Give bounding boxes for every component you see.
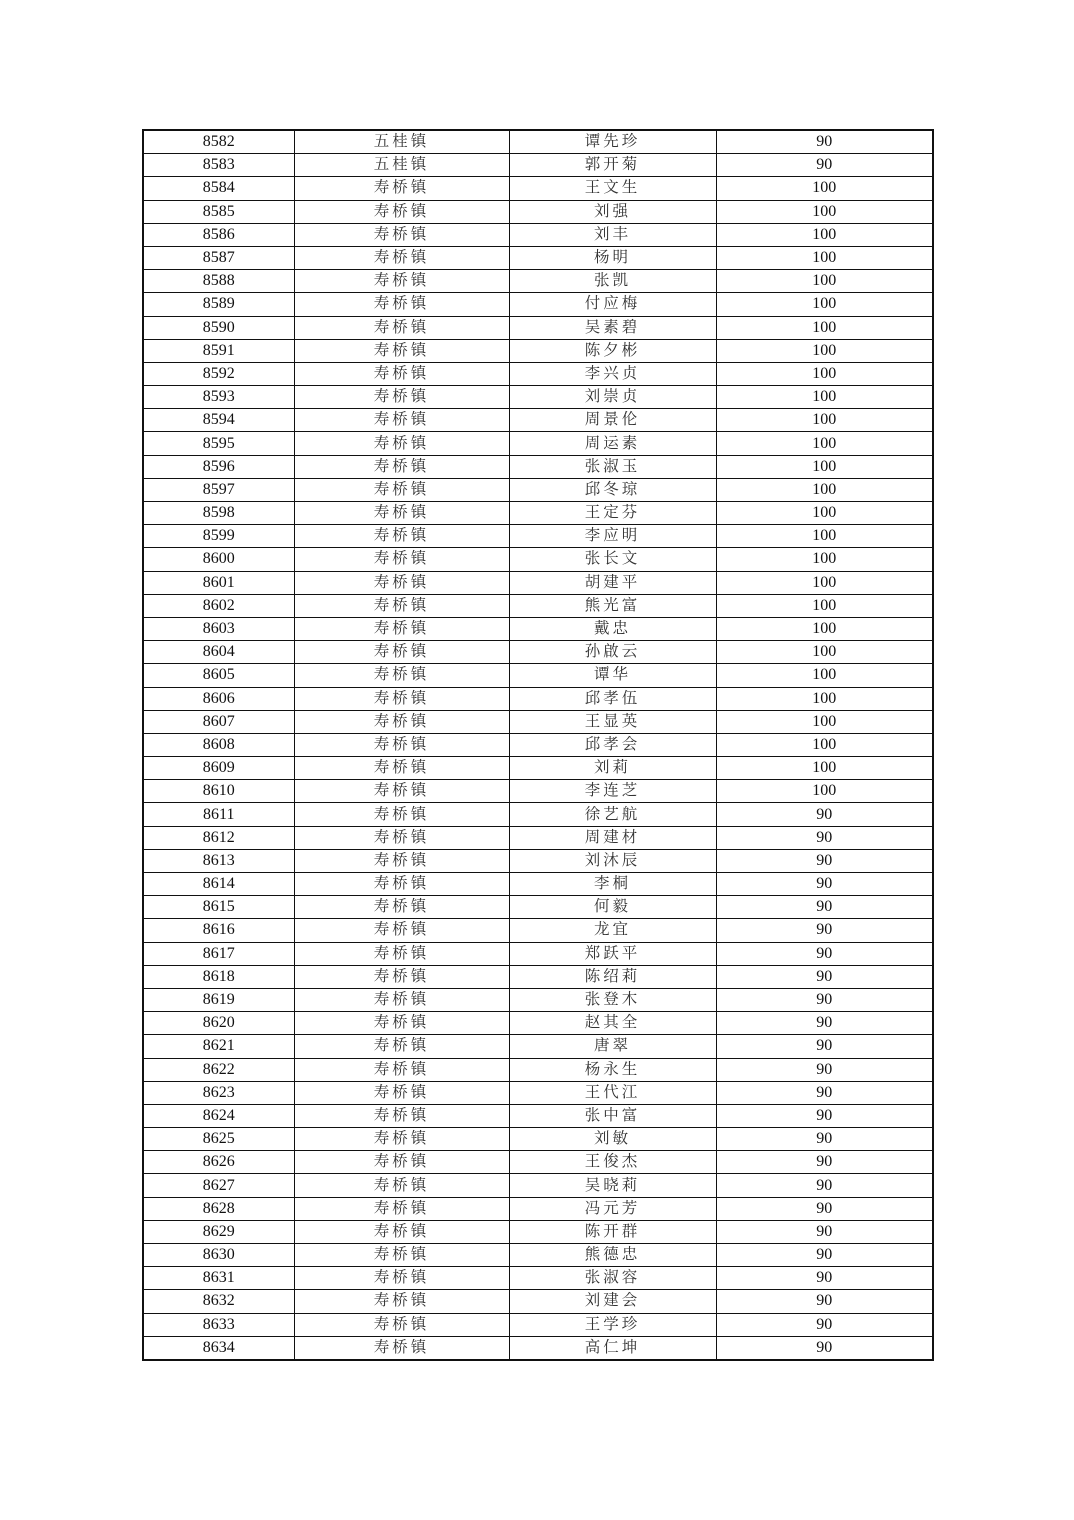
score-cell: 100 [716, 664, 933, 687]
table-row [143, 757, 933, 780]
score-cell: 90 [716, 1174, 933, 1197]
table-row [143, 409, 933, 432]
row-number-cell: 8596 [143, 455, 294, 478]
row-number-cell: 8617 [143, 942, 294, 965]
score-cell: 90 [716, 154, 933, 177]
table-row [143, 896, 933, 919]
table-row [143, 780, 933, 803]
town-cell: 寿桥镇 [294, 1267, 509, 1290]
row-number-cell: 8598 [143, 502, 294, 525]
row-number-cell: 8599 [143, 525, 294, 548]
table-row [143, 849, 933, 872]
row-number-cell: 8628 [143, 1197, 294, 1220]
name-cell: 邱孝伍 [509, 687, 716, 710]
table-row [143, 1058, 933, 1081]
name-cell: 谭先珍 [509, 130, 716, 154]
row-number-cell: 8632 [143, 1290, 294, 1313]
data-table [142, 129, 934, 1361]
name-cell: 周建材 [509, 826, 716, 849]
name-cell: 何毅 [509, 896, 716, 919]
table-row [143, 1197, 933, 1220]
name-cell: 徐艺航 [509, 803, 716, 826]
name-cell: 李应明 [509, 525, 716, 548]
town-cell: 寿桥镇 [294, 1035, 509, 1058]
score-cell: 100 [716, 478, 933, 501]
town-cell: 寿桥镇 [294, 246, 509, 269]
table-row [143, 942, 933, 965]
score-cell: 100 [716, 733, 933, 756]
town-cell: 五桂镇 [294, 154, 509, 177]
name-cell: 王代江 [509, 1081, 716, 1104]
town-cell: 寿桥镇 [294, 1244, 509, 1267]
row-number-cell: 8593 [143, 386, 294, 409]
row-number-cell: 8614 [143, 873, 294, 896]
name-cell: 刘丰 [509, 223, 716, 246]
table-row [143, 826, 933, 849]
row-number-cell: 8611 [143, 803, 294, 826]
row-number-cell: 8586 [143, 223, 294, 246]
name-cell: 张中富 [509, 1104, 716, 1127]
name-cell: 吴素碧 [509, 316, 716, 339]
score-cell: 100 [716, 687, 933, 710]
town-cell: 寿桥镇 [294, 362, 509, 385]
name-cell: 龙宜 [509, 919, 716, 942]
town-cell: 寿桥镇 [294, 1081, 509, 1104]
table-row [143, 1336, 933, 1360]
score-cell: 100 [716, 409, 933, 432]
table-row [143, 641, 933, 664]
score-cell: 90 [716, 942, 933, 965]
name-cell: 王定芬 [509, 502, 716, 525]
table-body [143, 130, 933, 1360]
town-cell: 寿桥镇 [294, 478, 509, 501]
town-cell: 五桂镇 [294, 130, 509, 154]
table-row [143, 502, 933, 525]
row-number-cell: 8622 [143, 1058, 294, 1081]
table-row [143, 455, 933, 478]
town-cell: 寿桥镇 [294, 919, 509, 942]
name-cell: 张登木 [509, 988, 716, 1011]
score-cell: 100 [716, 432, 933, 455]
score-cell: 90 [716, 1197, 933, 1220]
score-cell: 100 [716, 270, 933, 293]
row-number-cell: 8588 [143, 270, 294, 293]
table-row [143, 803, 933, 826]
row-number-cell: 8608 [143, 733, 294, 756]
row-number-cell: 8616 [143, 919, 294, 942]
row-number-cell: 8626 [143, 1151, 294, 1174]
town-cell: 寿桥镇 [294, 1058, 509, 1081]
table-row [143, 710, 933, 733]
score-cell: 90 [716, 919, 933, 942]
row-number-cell: 8631 [143, 1267, 294, 1290]
score-cell: 90 [716, 896, 933, 919]
table-row [143, 200, 933, 223]
town-cell: 寿桥镇 [294, 571, 509, 594]
score-cell: 90 [716, 1012, 933, 1035]
name-cell: 戴忠 [509, 617, 716, 640]
name-cell: 周运素 [509, 432, 716, 455]
row-number-cell: 8590 [143, 316, 294, 339]
name-cell: 周景伦 [509, 409, 716, 432]
table-row [143, 594, 933, 617]
row-number-cell: 8629 [143, 1220, 294, 1243]
score-cell: 100 [716, 246, 933, 269]
name-cell: 郭开菊 [509, 154, 716, 177]
score-cell: 100 [716, 757, 933, 780]
town-cell: 寿桥镇 [294, 710, 509, 733]
table-row [143, 1081, 933, 1104]
name-cell: 谭华 [509, 664, 716, 687]
row-number-cell: 8594 [143, 409, 294, 432]
row-number-cell: 8587 [143, 246, 294, 269]
name-cell: 孙啟云 [509, 641, 716, 664]
table-row [143, 1244, 933, 1267]
town-cell: 寿桥镇 [294, 826, 509, 849]
score-cell: 100 [716, 339, 933, 362]
table-row [143, 1035, 933, 1058]
table-row [143, 246, 933, 269]
town-cell: 寿桥镇 [294, 988, 509, 1011]
row-number-cell: 8627 [143, 1174, 294, 1197]
table-row [143, 733, 933, 756]
score-cell: 90 [716, 826, 933, 849]
town-cell: 寿桥镇 [294, 1336, 509, 1360]
name-cell: 熊德忠 [509, 1244, 716, 1267]
score-cell: 100 [716, 316, 933, 339]
table-row [143, 664, 933, 687]
name-cell: 吴晓莉 [509, 1174, 716, 1197]
score-cell: 100 [716, 177, 933, 200]
town-cell: 寿桥镇 [294, 803, 509, 826]
town-cell: 寿桥镇 [294, 617, 509, 640]
name-cell: 王俊杰 [509, 1151, 716, 1174]
table-row [143, 965, 933, 988]
name-cell: 陈开群 [509, 1220, 716, 1243]
score-cell: 100 [716, 293, 933, 316]
table-row [143, 1220, 933, 1243]
row-number-cell: 8582 [143, 130, 294, 154]
town-cell: 寿桥镇 [294, 1290, 509, 1313]
name-cell: 杨明 [509, 246, 716, 269]
town-cell: 寿桥镇 [294, 200, 509, 223]
row-number-cell: 8605 [143, 664, 294, 687]
name-cell: 刘莉 [509, 757, 716, 780]
table-row [143, 1128, 933, 1151]
table-row [143, 270, 933, 293]
score-cell: 90 [716, 1104, 933, 1127]
score-cell: 90 [716, 1244, 933, 1267]
table-row [143, 1012, 933, 1035]
score-cell: 100 [716, 710, 933, 733]
row-number-cell: 8609 [143, 757, 294, 780]
table-row [143, 223, 933, 246]
name-cell: 陈夕彬 [509, 339, 716, 362]
town-cell: 寿桥镇 [294, 733, 509, 756]
town-cell: 寿桥镇 [294, 664, 509, 687]
town-cell: 寿桥镇 [294, 896, 509, 919]
row-number-cell: 8619 [143, 988, 294, 1011]
table-row [143, 478, 933, 501]
name-cell: 唐翠 [509, 1035, 716, 1058]
score-cell: 90 [716, 1313, 933, 1336]
town-cell: 寿桥镇 [294, 594, 509, 617]
name-cell: 刘建会 [509, 1290, 716, 1313]
name-cell: 刘沐辰 [509, 849, 716, 872]
score-cell: 100 [716, 548, 933, 571]
town-cell: 寿桥镇 [294, 780, 509, 803]
table-row [143, 1290, 933, 1313]
score-cell: 90 [716, 873, 933, 896]
score-cell: 90 [716, 1267, 933, 1290]
name-cell: 李桐 [509, 873, 716, 896]
row-number-cell: 8606 [143, 687, 294, 710]
name-cell: 张淑玉 [509, 455, 716, 478]
score-cell: 100 [716, 502, 933, 525]
name-cell: 王显英 [509, 710, 716, 733]
row-number-cell: 8612 [143, 826, 294, 849]
score-cell: 90 [716, 988, 933, 1011]
table-row [143, 571, 933, 594]
score-cell: 100 [716, 780, 933, 803]
row-number-cell: 8613 [143, 849, 294, 872]
town-cell: 寿桥镇 [294, 177, 509, 200]
name-cell: 刘强 [509, 200, 716, 223]
table-row [143, 339, 933, 362]
row-number-cell: 8597 [143, 478, 294, 501]
row-number-cell: 8602 [143, 594, 294, 617]
name-cell: 付应梅 [509, 293, 716, 316]
name-cell: 王学珍 [509, 1313, 716, 1336]
name-cell: 刘崇贞 [509, 386, 716, 409]
score-cell: 100 [716, 386, 933, 409]
score-cell: 90 [716, 1290, 933, 1313]
row-number-cell: 8583 [143, 154, 294, 177]
score-cell: 100 [716, 641, 933, 664]
score-cell: 90 [716, 965, 933, 988]
town-cell: 寿桥镇 [294, 316, 509, 339]
town-cell: 寿桥镇 [294, 849, 509, 872]
name-cell: 郑跃平 [509, 942, 716, 965]
table-row [143, 988, 933, 1011]
row-number-cell: 8625 [143, 1128, 294, 1151]
score-cell: 100 [716, 455, 933, 478]
table-row [143, 293, 933, 316]
table-row [143, 130, 933, 154]
name-cell: 王文生 [509, 177, 716, 200]
table-row [143, 687, 933, 710]
town-cell: 寿桥镇 [294, 641, 509, 664]
town-cell: 寿桥镇 [294, 223, 509, 246]
name-cell: 陈绍莉 [509, 965, 716, 988]
name-cell: 熊光富 [509, 594, 716, 617]
town-cell: 寿桥镇 [294, 432, 509, 455]
table-row [143, 362, 933, 385]
row-number-cell: 8604 [143, 641, 294, 664]
score-cell: 100 [716, 525, 933, 548]
row-number-cell: 8607 [143, 710, 294, 733]
row-number-cell: 8600 [143, 548, 294, 571]
row-number-cell: 8623 [143, 1081, 294, 1104]
name-cell: 赵其全 [509, 1012, 716, 1035]
town-cell: 寿桥镇 [294, 1151, 509, 1174]
name-cell: 张凯 [509, 270, 716, 293]
row-number-cell: 8603 [143, 617, 294, 640]
town-cell: 寿桥镇 [294, 1104, 509, 1127]
row-number-cell: 8615 [143, 896, 294, 919]
row-number-cell: 8630 [143, 1244, 294, 1267]
town-cell: 寿桥镇 [294, 502, 509, 525]
table-row [143, 525, 933, 548]
table-row [143, 1313, 933, 1336]
town-cell: 寿桥镇 [294, 942, 509, 965]
score-cell: 90 [716, 803, 933, 826]
table-row [143, 386, 933, 409]
town-cell: 寿桥镇 [294, 339, 509, 362]
name-cell: 冯元芳 [509, 1197, 716, 1220]
score-cell: 100 [716, 200, 933, 223]
row-number-cell: 8610 [143, 780, 294, 803]
name-cell: 杨永生 [509, 1058, 716, 1081]
row-number-cell: 8633 [143, 1313, 294, 1336]
name-cell: 高仁坤 [509, 1336, 716, 1360]
table-row [143, 873, 933, 896]
row-number-cell: 8585 [143, 200, 294, 223]
table-row [143, 617, 933, 640]
row-number-cell: 8591 [143, 339, 294, 362]
table-row [143, 548, 933, 571]
table-row [143, 1174, 933, 1197]
table-row [143, 432, 933, 455]
row-number-cell: 8592 [143, 362, 294, 385]
name-cell: 刘敏 [509, 1128, 716, 1151]
name-cell: 胡建平 [509, 571, 716, 594]
score-cell: 90 [716, 1220, 933, 1243]
score-cell: 90 [716, 1128, 933, 1151]
score-cell: 90 [716, 849, 933, 872]
town-cell: 寿桥镇 [294, 873, 509, 896]
name-cell: 邱冬琼 [509, 478, 716, 501]
town-cell: 寿桥镇 [294, 548, 509, 571]
town-cell: 寿桥镇 [294, 687, 509, 710]
score-cell: 90 [716, 1035, 933, 1058]
score-cell: 100 [716, 571, 933, 594]
town-cell: 寿桥镇 [294, 1012, 509, 1035]
table-row [143, 154, 933, 177]
town-cell: 寿桥镇 [294, 293, 509, 316]
town-cell: 寿桥镇 [294, 386, 509, 409]
score-cell: 90 [716, 1058, 933, 1081]
town-cell: 寿桥镇 [294, 1313, 509, 1336]
score-cell: 90 [716, 130, 933, 154]
name-cell: 李连芝 [509, 780, 716, 803]
town-cell: 寿桥镇 [294, 270, 509, 293]
town-cell: 寿桥镇 [294, 1174, 509, 1197]
town-cell: 寿桥镇 [294, 455, 509, 478]
row-number-cell: 8595 [143, 432, 294, 455]
name-cell: 张淑容 [509, 1267, 716, 1290]
name-cell: 邱孝会 [509, 733, 716, 756]
name-cell: 张长文 [509, 548, 716, 571]
table-row [143, 1104, 933, 1127]
row-number-cell: 8601 [143, 571, 294, 594]
town-cell: 寿桥镇 [294, 1197, 509, 1220]
row-number-cell: 8621 [143, 1035, 294, 1058]
row-number-cell: 8620 [143, 1012, 294, 1035]
score-cell: 100 [716, 362, 933, 385]
town-cell: 寿桥镇 [294, 1220, 509, 1243]
score-cell: 100 [716, 223, 933, 246]
town-cell: 寿桥镇 [294, 409, 509, 432]
row-number-cell: 8584 [143, 177, 294, 200]
score-cell: 100 [716, 617, 933, 640]
row-number-cell: 8618 [143, 965, 294, 988]
row-number-cell: 8624 [143, 1104, 294, 1127]
table-row [143, 919, 933, 942]
score-cell: 90 [716, 1336, 933, 1360]
town-cell: 寿桥镇 [294, 965, 509, 988]
town-cell: 寿桥镇 [294, 757, 509, 780]
table-row [143, 1267, 933, 1290]
table-row [143, 177, 933, 200]
row-number-cell: 8589 [143, 293, 294, 316]
table-row [143, 1151, 933, 1174]
town-cell: 寿桥镇 [294, 1128, 509, 1151]
table-row [143, 316, 933, 339]
score-cell: 90 [716, 1151, 933, 1174]
score-cell: 90 [716, 1081, 933, 1104]
row-number-cell: 8634 [143, 1336, 294, 1360]
town-cell: 寿桥镇 [294, 525, 509, 548]
name-cell: 李兴贞 [509, 362, 716, 385]
score-cell: 100 [716, 594, 933, 617]
